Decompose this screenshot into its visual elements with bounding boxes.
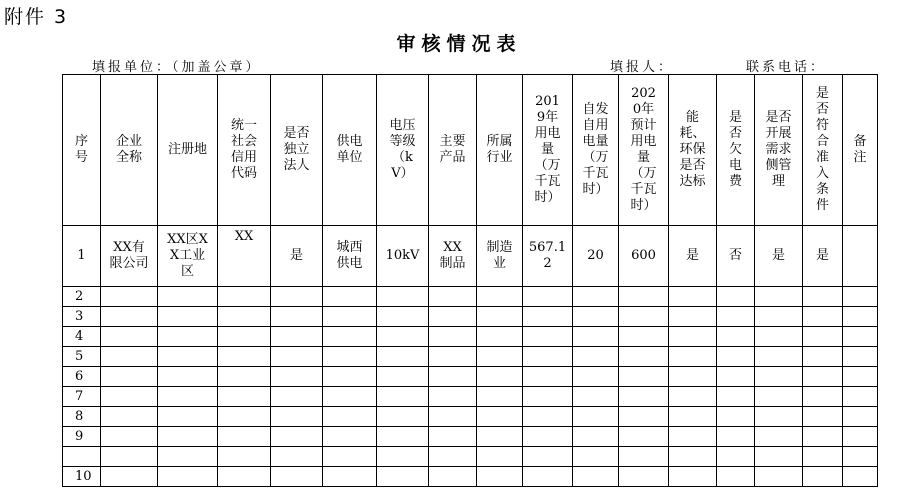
table-cell[interactable] bbox=[755, 387, 803, 407]
table-cell[interactable] bbox=[755, 467, 803, 487]
table-cell: XX有限公司 bbox=[101, 226, 158, 287]
table-cell[interactable] bbox=[271, 287, 323, 307]
col-header-voltage-level: 电压等级（kV） bbox=[377, 75, 429, 226]
table-cell[interactable] bbox=[271, 347, 323, 367]
table-cell[interactable] bbox=[523, 347, 573, 367]
table-cell[interactable] bbox=[429, 287, 477, 307]
attachment-label: 附件 3 bbox=[4, 6, 69, 28]
table-cell[interactable] bbox=[755, 327, 803, 347]
table-cell[interactable] bbox=[477, 447, 523, 467]
table-cell: 是 bbox=[271, 226, 323, 287]
col-header-power-supplier: 供电单位 bbox=[323, 75, 377, 226]
table-cell[interactable] bbox=[669, 327, 717, 347]
table-cell: 制造业 bbox=[477, 226, 523, 287]
table-cell[interactable] bbox=[218, 467, 271, 487]
table-cell[interactable] bbox=[573, 387, 619, 407]
table-row bbox=[63, 427, 878, 447]
col-header-remarks: 备注 bbox=[843, 75, 878, 226]
table-cell[interactable] bbox=[803, 347, 843, 367]
table-cell[interactable] bbox=[218, 387, 271, 407]
table-cell[interactable] bbox=[717, 467, 755, 487]
table-cell[interactable] bbox=[271, 447, 323, 467]
table-row bbox=[63, 407, 878, 427]
table-cell[interactable] bbox=[843, 447, 878, 467]
table-cell[interactable] bbox=[377, 427, 429, 447]
table-cell[interactable] bbox=[377, 447, 429, 467]
table-cell[interactable] bbox=[669, 387, 717, 407]
table-cell[interactable] bbox=[377, 307, 429, 327]
table-cell[interactable] bbox=[843, 467, 878, 487]
table-cell[interactable] bbox=[158, 307, 218, 327]
table-row bbox=[63, 387, 878, 407]
row-number: 7 bbox=[63, 387, 101, 407]
table-cell[interactable] bbox=[323, 467, 377, 487]
table-cell[interactable] bbox=[101, 407, 158, 427]
table-cell[interactable] bbox=[377, 467, 429, 487]
table-cell[interactable] bbox=[619, 427, 669, 447]
table-cell[interactable] bbox=[717, 367, 755, 387]
table-cell[interactable] bbox=[669, 467, 717, 487]
row-number: 4 bbox=[63, 327, 101, 347]
table-cell[interactable] bbox=[429, 387, 477, 407]
table-cell[interactable] bbox=[619, 467, 669, 487]
table-cell[interactable] bbox=[523, 467, 573, 487]
page-title: 审核情况表 bbox=[396, 33, 522, 55]
table-cell[interactable] bbox=[619, 287, 669, 307]
table-cell: 否 bbox=[717, 226, 755, 287]
table-cell[interactable] bbox=[377, 407, 429, 427]
table-cell[interactable] bbox=[523, 407, 573, 427]
table-cell[interactable] bbox=[669, 367, 717, 387]
table-cell[interactable] bbox=[843, 367, 878, 387]
table-row bbox=[63, 287, 878, 307]
table-cell[interactable] bbox=[619, 447, 669, 467]
table-cell[interactable] bbox=[843, 327, 878, 347]
table-cell[interactable] bbox=[477, 467, 523, 487]
table-cell[interactable] bbox=[669, 287, 717, 307]
table-row bbox=[63, 447, 878, 467]
table-cell[interactable] bbox=[218, 367, 271, 387]
table-row bbox=[63, 367, 878, 387]
table-cell[interactable] bbox=[619, 347, 669, 367]
table-cell[interactable] bbox=[271, 307, 323, 327]
table-cell[interactable] bbox=[158, 407, 218, 427]
table-cell[interactable] bbox=[101, 347, 158, 367]
table-cell[interactable] bbox=[101, 367, 158, 387]
table-cell[interactable] bbox=[101, 447, 158, 467]
table-cell[interactable] bbox=[218, 407, 271, 427]
table-cell[interactable] bbox=[477, 427, 523, 447]
table-cell[interactable] bbox=[101, 427, 158, 447]
table-cell[interactable] bbox=[843, 387, 878, 407]
table-cell: XX制品 bbox=[429, 226, 477, 287]
row-number: 3 bbox=[63, 307, 101, 327]
table-cell[interactable] bbox=[717, 347, 755, 367]
col-header-independent-legal-person: 是否独立法人 bbox=[271, 75, 323, 226]
table-cell[interactable] bbox=[377, 347, 429, 367]
col-header-index: 序号 bbox=[63, 75, 101, 226]
table-row bbox=[63, 327, 878, 347]
row-number bbox=[63, 447, 101, 467]
col-header-industry: 所属行业 bbox=[477, 75, 523, 226]
table-cell[interactable] bbox=[573, 447, 619, 467]
table-cell[interactable] bbox=[101, 467, 158, 487]
table-cell[interactable] bbox=[717, 307, 755, 327]
row-number: 2 bbox=[63, 287, 101, 307]
col-header-2019-usage: 2019年用电量（万千瓦时） bbox=[523, 75, 573, 226]
table-cell[interactable] bbox=[477, 327, 523, 347]
table-cell[interactable] bbox=[523, 307, 573, 327]
table-cell[interactable] bbox=[803, 367, 843, 387]
col-header-energy-environment: 能耗、环保是否达标 bbox=[669, 75, 717, 226]
table-cell[interactable] bbox=[755, 407, 803, 427]
table-cell[interactable] bbox=[803, 387, 843, 407]
table-cell: XX区XX工业区 bbox=[158, 226, 218, 287]
table-cell[interactable] bbox=[803, 447, 843, 467]
table-cell[interactable] bbox=[717, 427, 755, 447]
table-cell[interactable] bbox=[429, 347, 477, 367]
phone-label: 联系电话： bbox=[746, 60, 827, 75]
row-number: 9 bbox=[63, 427, 101, 447]
table-cell[interactable] bbox=[271, 387, 323, 407]
table-cell[interactable] bbox=[803, 427, 843, 447]
col-header-demand-side-management: 是否开展需求侧管理 bbox=[755, 75, 803, 226]
row-number: 8 bbox=[63, 407, 101, 427]
table-cell[interactable] bbox=[523, 427, 573, 447]
table-cell[interactable] bbox=[323, 427, 377, 447]
table-cell[interactable] bbox=[755, 307, 803, 327]
table-cell[interactable] bbox=[429, 447, 477, 467]
table-cell[interactable] bbox=[218, 447, 271, 467]
table-cell[interactable] bbox=[843, 427, 878, 447]
table-cell[interactable] bbox=[429, 407, 477, 427]
table-cell[interactable] bbox=[803, 327, 843, 347]
table-cell[interactable] bbox=[669, 347, 717, 367]
table-cell[interactable] bbox=[755, 427, 803, 447]
table-cell[interactable] bbox=[158, 327, 218, 347]
table-cell[interactable] bbox=[218, 287, 271, 307]
table-cell: 600 bbox=[619, 226, 669, 287]
fill-person-label: 填报人： bbox=[610, 60, 675, 75]
table-cell[interactable] bbox=[429, 467, 477, 487]
table-cell[interactable] bbox=[158, 287, 218, 307]
table-cell[interactable] bbox=[573, 327, 619, 347]
table-cell[interactable] bbox=[477, 387, 523, 407]
table-cell[interactable] bbox=[669, 307, 717, 327]
table-row bbox=[63, 307, 878, 327]
table-cell[interactable] bbox=[477, 307, 523, 327]
table-cell[interactable] bbox=[669, 407, 717, 427]
col-header-main-products: 主要产品 bbox=[429, 75, 477, 226]
header-row bbox=[63, 75, 878, 226]
table-cell[interactable] bbox=[323, 287, 377, 307]
table-cell[interactable] bbox=[377, 367, 429, 387]
table-cell[interactable] bbox=[158, 467, 218, 487]
table-cell[interactable] bbox=[717, 407, 755, 427]
table-cell[interactable] bbox=[101, 287, 158, 307]
table-cell[interactable] bbox=[573, 347, 619, 367]
table-cell[interactable] bbox=[377, 387, 429, 407]
table-cell[interactable] bbox=[523, 447, 573, 467]
table-cell[interactable] bbox=[271, 427, 323, 447]
table-cell: 是 bbox=[755, 226, 803, 287]
table-cell: 是 bbox=[669, 226, 717, 287]
table-cell[interactable] bbox=[477, 367, 523, 387]
table-cell[interactable] bbox=[573, 307, 619, 327]
table-cell[interactable] bbox=[619, 307, 669, 327]
col-header-2020-estimate: 2020年预计用电量（万千瓦时） bbox=[619, 75, 669, 226]
table-cell[interactable] bbox=[271, 407, 323, 427]
col-header-credit-code: 统一社会信用代码 bbox=[218, 75, 271, 226]
row-number: 6 bbox=[63, 367, 101, 387]
table-cell[interactable] bbox=[477, 347, 523, 367]
table-cell[interactable] bbox=[323, 387, 377, 407]
table-cell[interactable] bbox=[843, 307, 878, 327]
row-number: 5 bbox=[63, 347, 101, 367]
table-cell[interactable] bbox=[429, 327, 477, 347]
table-cell[interactable] bbox=[755, 367, 803, 387]
table-cell[interactable] bbox=[843, 287, 878, 307]
table-cell[interactable] bbox=[218, 327, 271, 347]
table-cell[interactable] bbox=[477, 287, 523, 307]
table-cell[interactable] bbox=[218, 347, 271, 367]
table-cell[interactable] bbox=[573, 427, 619, 447]
table-cell[interactable] bbox=[101, 327, 158, 347]
table-cell[interactable] bbox=[843, 407, 878, 427]
table-cell[interactable] bbox=[573, 287, 619, 307]
table-cell[interactable] bbox=[619, 367, 669, 387]
table-cell: 是 bbox=[803, 226, 843, 287]
table-cell: XX bbox=[218, 226, 271, 287]
col-header-company-name: 企业全称 bbox=[101, 75, 158, 226]
table-cell[interactable] bbox=[843, 347, 878, 367]
table-cell[interactable] bbox=[158, 427, 218, 447]
table-cell[interactable] bbox=[803, 307, 843, 327]
table-cell[interactable] bbox=[755, 347, 803, 367]
table-cell[interactable] bbox=[803, 407, 843, 427]
fill-unit-label: 填报单位：（加盖公章） bbox=[92, 60, 262, 75]
table-cell[interactable] bbox=[271, 327, 323, 347]
table-cell: 城西供电 bbox=[323, 226, 377, 287]
table-cell[interactable] bbox=[271, 367, 323, 387]
table-cell[interactable] bbox=[619, 327, 669, 347]
table-cell[interactable] bbox=[158, 347, 218, 367]
table-cell[interactable] bbox=[477, 407, 523, 427]
table-cell[interactable] bbox=[717, 387, 755, 407]
table-cell: 20 bbox=[573, 226, 619, 287]
row-number: 10 bbox=[63, 467, 101, 487]
table-cell[interactable] bbox=[323, 447, 377, 467]
table-row bbox=[63, 347, 878, 367]
table-cell[interactable] bbox=[573, 367, 619, 387]
table-cell[interactable] bbox=[755, 287, 803, 307]
table-cell[interactable] bbox=[377, 287, 429, 307]
table-cell: 1 bbox=[63, 226, 101, 287]
table-cell[interactable] bbox=[429, 307, 477, 327]
table-cell[interactable] bbox=[101, 307, 158, 327]
table-cell[interactable] bbox=[619, 387, 669, 407]
table-cell[interactable] bbox=[377, 327, 429, 347]
table-cell bbox=[843, 226, 878, 287]
table-cell[interactable] bbox=[523, 387, 573, 407]
table-cell: 567.12 bbox=[523, 226, 573, 287]
table-cell[interactable] bbox=[218, 307, 271, 327]
table-cell[interactable] bbox=[523, 367, 573, 387]
table-cell[interactable] bbox=[573, 407, 619, 427]
col-header-arrears: 是否欠电费 bbox=[717, 75, 755, 226]
table-cell[interactable] bbox=[429, 427, 477, 447]
table-cell[interactable] bbox=[669, 447, 717, 467]
table-cell[interactable] bbox=[323, 327, 377, 347]
review-table bbox=[62, 74, 878, 487]
table-cell[interactable] bbox=[101, 387, 158, 407]
table-cell[interactable] bbox=[158, 367, 218, 387]
table-cell[interactable] bbox=[429, 367, 477, 387]
table-cell: 10kV bbox=[377, 226, 429, 287]
table-cell[interactable] bbox=[323, 407, 377, 427]
table-cell[interactable] bbox=[717, 287, 755, 307]
col-header-self-generated: 自发自用电量（万千瓦时） bbox=[573, 75, 619, 226]
table-cell[interactable] bbox=[158, 447, 218, 467]
table-cell[interactable] bbox=[523, 327, 573, 347]
table-cell[interactable] bbox=[803, 287, 843, 307]
col-header-access-conditions: 是否符合准入条件 bbox=[803, 75, 843, 226]
table-cell[interactable] bbox=[717, 447, 755, 467]
table-cell[interactable] bbox=[323, 367, 377, 387]
table-cell[interactable] bbox=[755, 447, 803, 467]
table-cell[interactable] bbox=[158, 387, 218, 407]
table-cell[interactable] bbox=[573, 467, 619, 487]
table-cell[interactable] bbox=[717, 327, 755, 347]
table-cell[interactable] bbox=[218, 427, 271, 447]
table-row bbox=[63, 226, 878, 287]
table-cell[interactable] bbox=[323, 307, 377, 327]
table-cell[interactable] bbox=[619, 407, 669, 427]
table-cell[interactable] bbox=[523, 287, 573, 307]
table-cell[interactable] bbox=[271, 467, 323, 487]
table-cell[interactable] bbox=[323, 347, 377, 367]
table-cell[interactable] bbox=[803, 467, 843, 487]
table-cell[interactable] bbox=[669, 427, 717, 447]
table-row bbox=[63, 467, 878, 487]
col-header-registered-address: 注册地 bbox=[158, 75, 218, 226]
